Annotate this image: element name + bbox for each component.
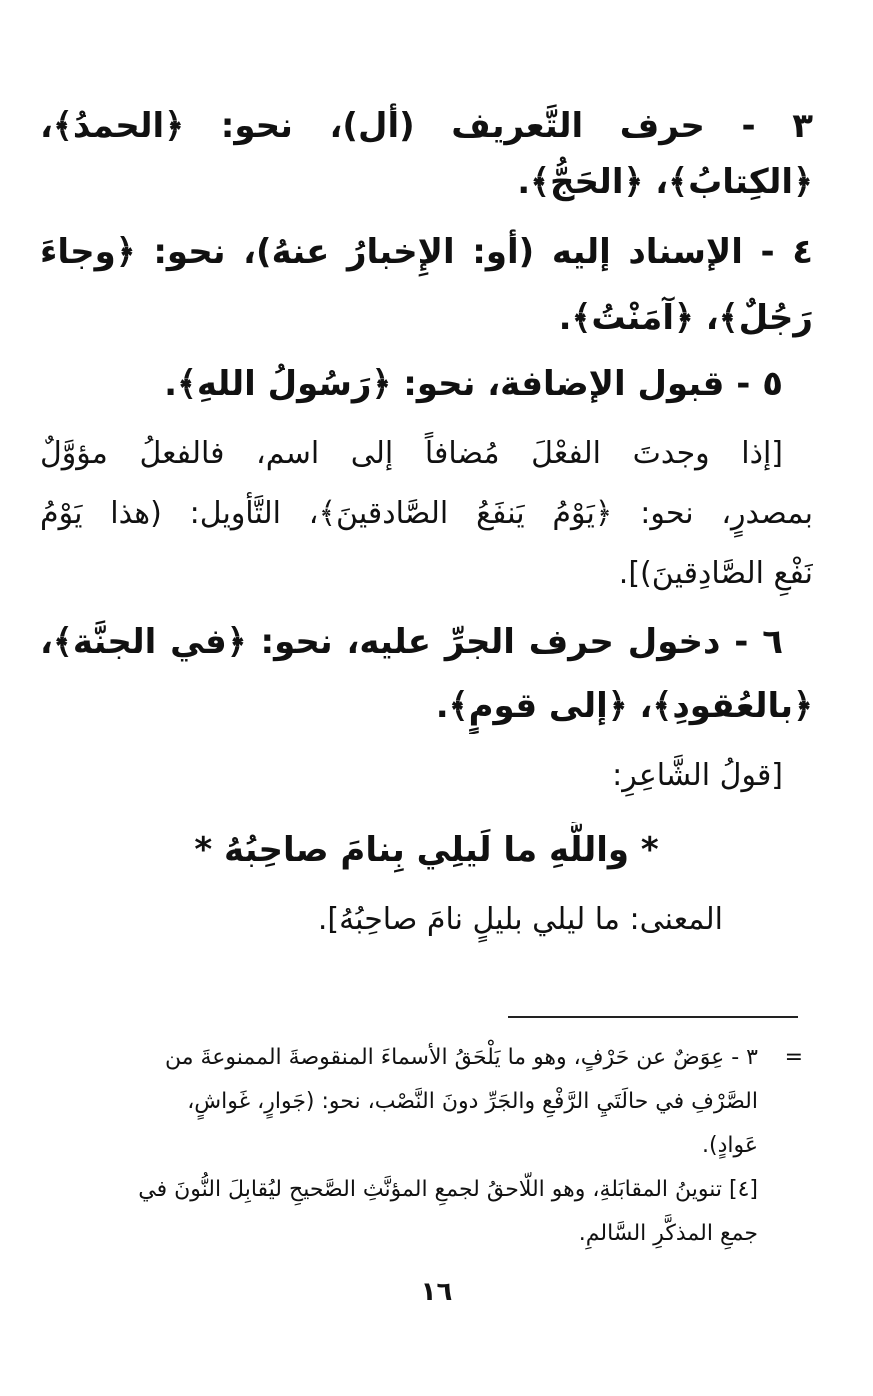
text-line-meaning: المعنى: ما ليلي بليلٍ نامَ صاحِبُهُ]. (317, 902, 723, 937)
poem-verse: * واللَّهِ ما لَيلِي بِنامَ صاحِبُهُ * (194, 830, 659, 870)
footnote-line: جمعِ المذكَّرِ السَّالمِ. (578, 1221, 758, 1246)
footnote-separator (508, 1016, 798, 1018)
footnote-line: عَوادٍ). (702, 1133, 758, 1158)
text-line-item6: ٦ - دخول حرف الجرِّ عليه، نحو: ﴿في الجنَّة﴾، (40, 622, 783, 662)
text-line-poet-intro: [قولُ الشَّاعِرِ: (612, 758, 783, 793)
footnote-line: [٤] تنوينُ المقابَلةِ، وهو اللّاحقُ لجمعِ المؤنَّثِ الصَّحيحِ ليُقابِلَ النُّونَ في (138, 1177, 758, 1202)
footnote-line: الصَّرْفِ في حالَتَيِ الرَّفْعِ والجَرِّ دونَ النَّصْب، نحو: (جَوارٍ، غَواشٍ، (187, 1089, 758, 1114)
text-line-item3-cont: ﴿الكِتابُ﴾، ﴿الحَجُّ﴾. (517, 162, 813, 202)
text-line-item3: ٣ - حرف التَّعريف (أل)، نحو: ﴿الحمدُ﴾، (40, 106, 813, 146)
footnote-line: ٣ - عِوَضٌ عن حَرْفٍ، وهو ما يَلْحَقُ الأسماءَ المنقوصةَ الممنوعةَ من (164, 1045, 758, 1070)
text-line-note1: [إذا وجدتَ الفعْلَ مُضافاً إلى اسم، فالفعلُ مؤوَّلٌ (40, 436, 783, 471)
text-line-item5: ٥ - قبول الإضافة، نحو: ﴿رَسُولُ اللهِ﴾. (164, 364, 783, 404)
text-line-item6-cont: ﴿بالعُقودِ﴾، ﴿إلى قومٍ﴾. (435, 686, 813, 726)
text-line-item4: ٤ - الإسناد إليه (أو: الإِخبارُ عنهُ)، نحو: ﴿وجاءَ (40, 232, 813, 272)
text-line-item4-cont: رَجُلٌ﴾، ﴿آمَنْتُ﴾. (558, 298, 813, 338)
footnote-continuation-mark: = (784, 1045, 803, 1070)
text-line-note1-end: نَفْعِ الصَّادِقينَ)]. (618, 556, 813, 591)
text-line-note1-cont: بمصدرٍ، نحو: ﴿يَوْمُ يَنفَعُ الصَّادقينَ﴾، التَّأويل: (هذا يَوْمُ (40, 496, 813, 531)
page-number: ١٦ (420, 1277, 453, 1307)
